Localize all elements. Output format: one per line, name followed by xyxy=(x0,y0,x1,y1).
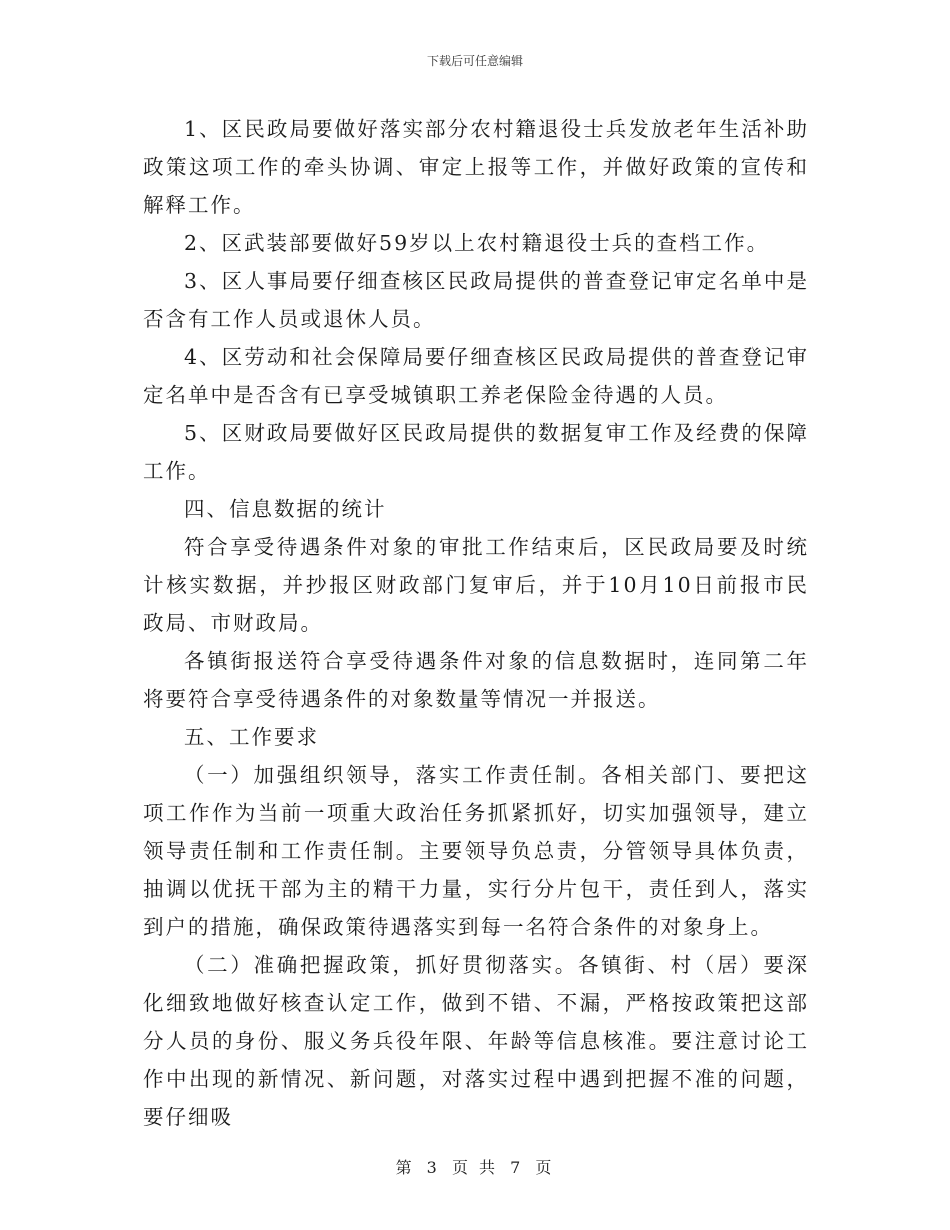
section-heading-4: 四、信息数据的统计 xyxy=(184,497,387,521)
paragraph-item-3: 3、区人事局要仔细查核区民政局提供的普查登记审定名单中是否含有工作人员或退休人员。 xyxy=(143,269,809,331)
paragraph-statistics-2: 各镇街报送符合享受待遇条件对象的信息数据时，连同第二年将要符合享受待遇条件的对象数量等情况一并报送。 xyxy=(143,649,809,711)
paragraph-item-5: 5、区财政局要做好区民政局提供的数据复审工作及经费的保障工作。 xyxy=(143,421,809,483)
footer-suffix: 页 xyxy=(535,1158,555,1177)
paragraph-statistics-1: 符合享受待遇条件对象的审批工作结束后，区民政局要及时统计核实数据，并抄报区财政部门复审后，并于10月10日前报市民政局、市财政局。 xyxy=(143,535,809,635)
footer-middle: 页 共 xyxy=(451,1158,499,1177)
document-body xyxy=(143,110,809,1136)
current-page-number: 3 xyxy=(426,1158,440,1177)
total-page-count: 7 xyxy=(510,1158,524,1177)
paragraph-requirement-2: （二）准确把握政策，抓好贯彻落实。各镇街、村（居）要深化细致地做好核查认定工作，做到不错、不漏，严格按政策把这部分人员的身份、服义务兵役年限、年龄等信息核准。要注意讨论工作中出现的新情况、新问题，对落实过程中遇到把握不准的问题，要仔细吸 xyxy=(143,953,809,1129)
footer-prefix: 第 xyxy=(395,1158,415,1177)
paragraph-requirement-1: （一）加强组织领导，落实工作责任制。各相关部门、要把这项工作作为当前一项重大政治任务抓紧抓好，切实加强领导，建立领导责任制和工作责任制。主要领导负总责，分管领导具体负责，抽调以优抚干部为主的精干力量，实行分片包干，责任到人，落实到户的措施，确保政策待遇落实到每一名符合条件的对象身上。 xyxy=(143,763,809,939)
page-header-note: 下载后可任意编辑 xyxy=(426,54,523,68)
paragraph-item-2: 2、区武装部要做好59岁以上农村籍退役士兵的查档工作。 xyxy=(184,231,770,255)
paragraph-item-4: 4、区劳动和社会保障局要仔细查核区民政局提供的普查登记审定名单中是否含有已享受城镇职工养老保险金待遇的人员。 xyxy=(143,345,809,407)
page-footer xyxy=(0,1155,950,1178)
paragraph-item-1: 1、区民政局要做好落实部分农村籍退役士兵发放老年生活补助政策这项工作的牵头协调、审定上报等工作，并做好政策的宣传和解释工作。 xyxy=(143,117,809,217)
section-heading-5: 五、工作要求 xyxy=(184,725,319,749)
